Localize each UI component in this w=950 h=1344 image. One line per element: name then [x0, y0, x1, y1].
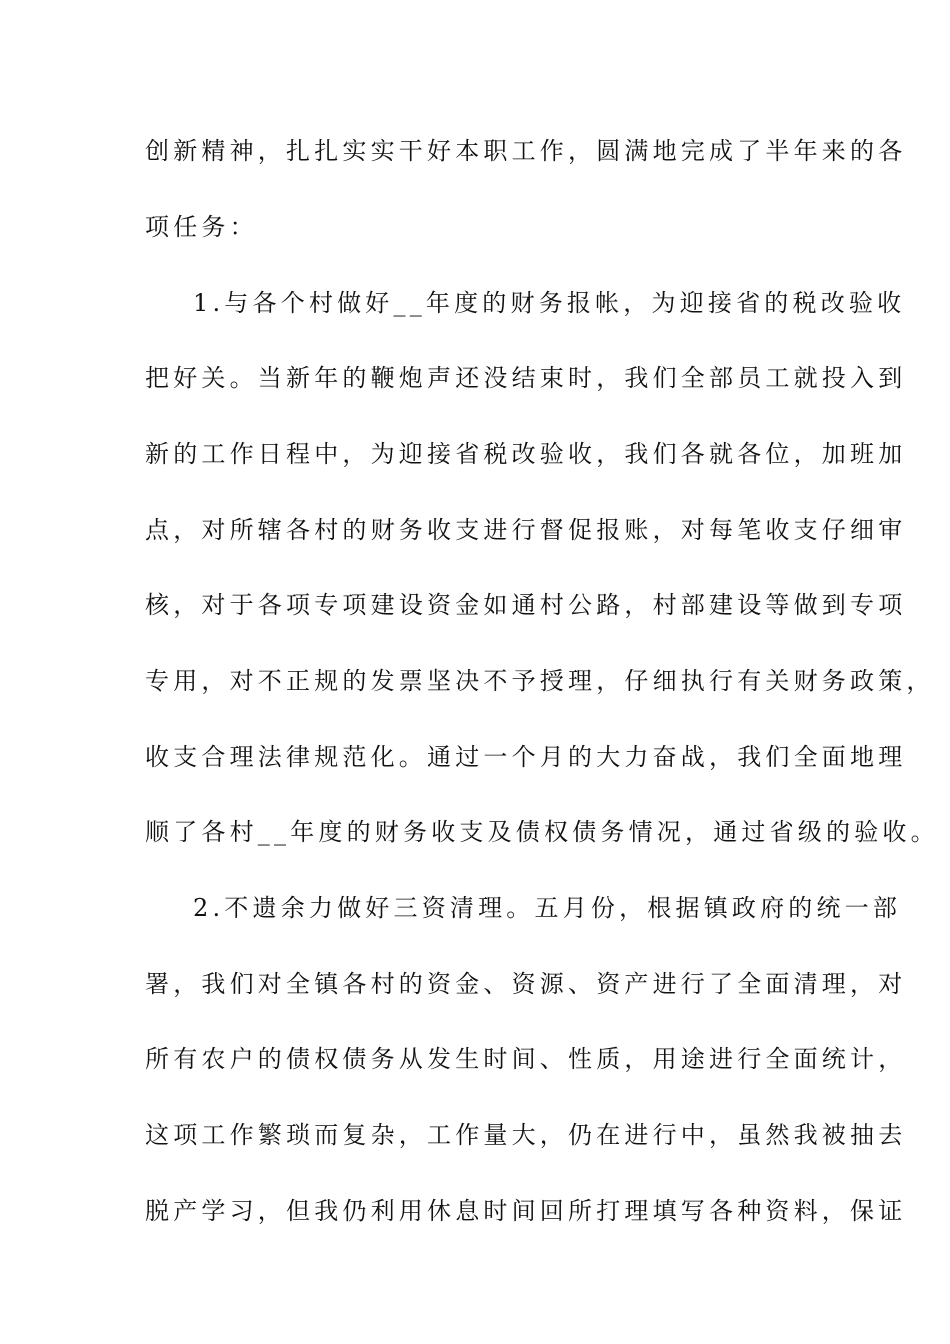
text-line: 项任务：	[145, 213, 258, 241]
text-line: 署，我们对全镇各村的资金、资源、资产进行了全面清理，对	[145, 970, 907, 998]
text-line: 顺了各村__年度的财务收支及债权债务情况，通过省级的验收。	[145, 818, 939, 846]
text-line: 专用，对不正规的发票坚决不予授理，仔细执行有关财务政策，	[145, 667, 935, 695]
paragraph-2-start: 2.不遗余力做好三资清理。五月份，根据镇政府的统一部	[193, 894, 902, 922]
text-line: 收支合理法律规范化。通过一个月的大力奋战，我们全面地理	[145, 743, 907, 771]
text-line: 这项工作繁琐而复杂，工作量大，仍在进行中，虽然我被抽去	[145, 1121, 907, 1149]
text-line: 新的工作日程中，为迎接省税改验收，我们各就各位，加班加	[145, 440, 907, 468]
text-line: 点，对所辖各村的财务收支进行督促报账，对每笔收支仔细审	[145, 516, 907, 544]
text-line: 所有农户的债权债务从发生时间、性质，用途进行全面统计，	[145, 1045, 907, 1073]
text-line: 核，对于各项专项建设资金如通村公路，村部建设等做到专项	[145, 591, 907, 619]
text-line: 创新精神，扎扎实实干好本职工作，圆满地完成了半年来的各	[145, 137, 907, 165]
text-line: 脱产学习，但我仍利用休息时间回所打理填写各种资料，保证	[145, 1197, 907, 1225]
text-line: 把好关。当新年的鞭炮声还没结束时，我们全部员工就投入到	[145, 364, 907, 392]
paragraph-1-start: 1.与各个村做好__年度的财务报帐，为迎接省的税改验收	[193, 289, 906, 317]
